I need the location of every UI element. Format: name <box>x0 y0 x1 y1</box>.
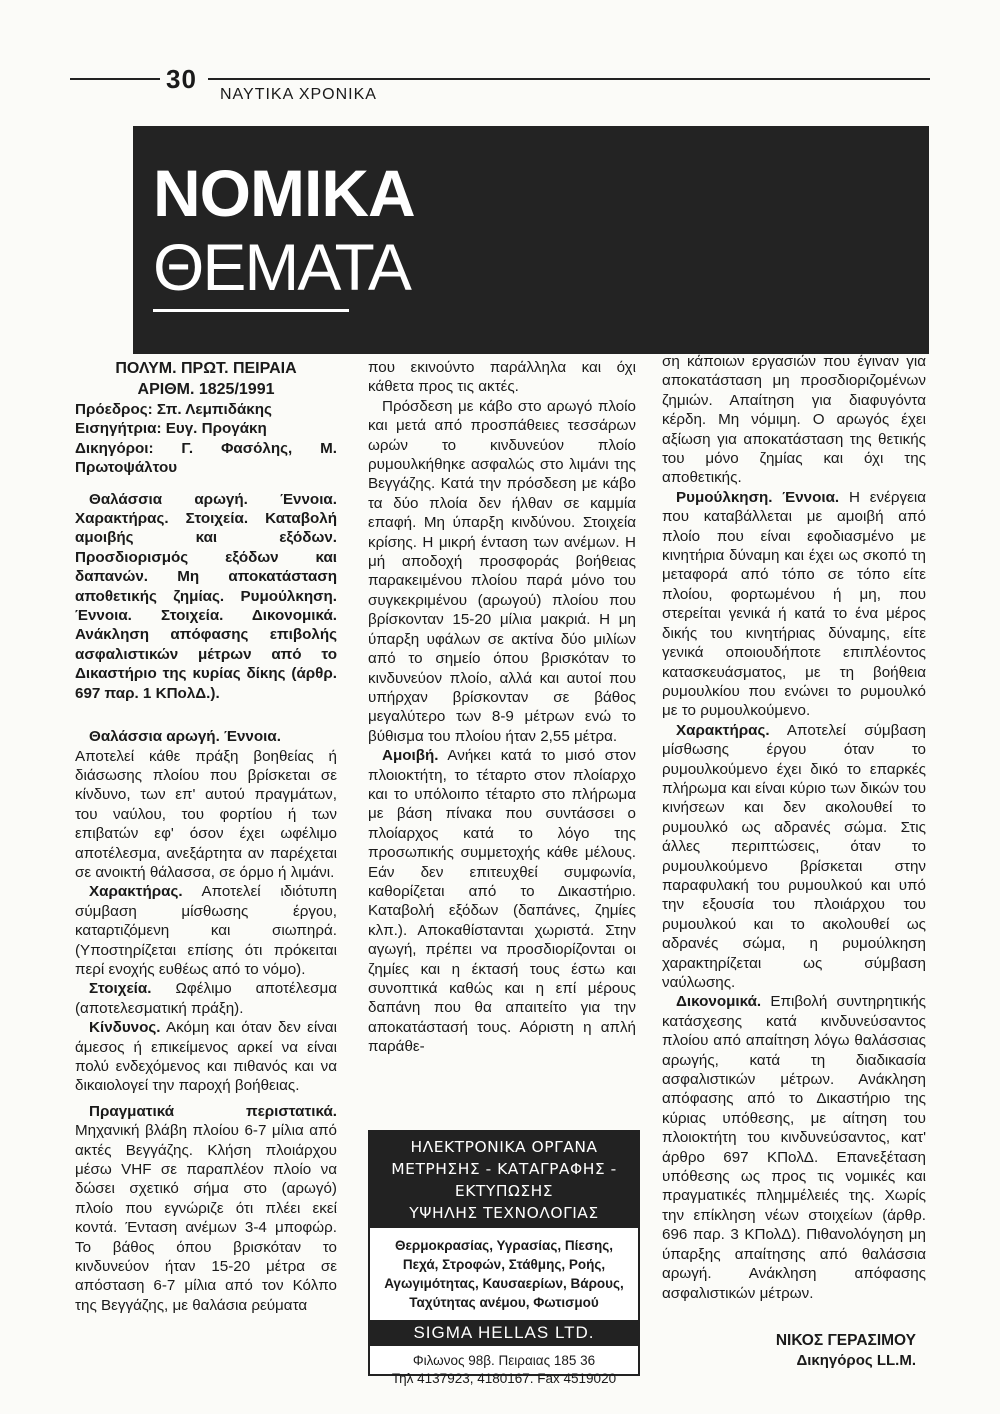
case-lawyers: Δικηγόροι: Γ. Φασόλης, Μ. Πρωτοψάλτου <box>75 439 337 477</box>
column-1 <box>75 358 337 1315</box>
ad-heading <box>370 1132 638 1228</box>
keyword: Στοιχεία. <box>89 980 152 998</box>
keyword: Θαλάσσια αρωγή. Έννοια. <box>89 728 281 746</box>
title-underline <box>153 309 349 312</box>
ad-heading-line3: ΥΨΗΛΗΣ ΤΕΧΝΟΛΟΓΙΑΣ <box>409 1204 599 1222</box>
keyword: Χαρακτήρας. <box>676 721 770 739</box>
keyword: Αμοιβή. <box>382 747 439 765</box>
paragraph-text: Αποτελεί σύμβαση μίσθωσης έργου όταν το ρυμουλκούμενο έχει δικό το επαρκές πλήρωμα και είναι κύριο των δικών του κινήσεων και δεν ακολουθεί το ρυμουλκό ως αδρανές σώμα. Στις άλλες περιπτώσεις, όταν το ρυμουλκούμενο βρίσκεται στην παραφυλακή του ρυμουλκού και υπό την εξουσία του πλοιάρχου του ρυμουλκού και το ακολουθεί ως αδρανές σώμα, η ρυμούλκηση χαρακτηρίζεται ως σύμβαση ναύλωσης. <box>662 721 926 991</box>
paragraph: ση κάποιων εργασιών που έγιναν για αποκατάσταση μη προσδιοριζομένων ζημιών. Απαίτηση για διαφυγόντα κέρδη. Μη νόμιμη. Ο αρωγός έχει αξίωση για αποκατάσταση της θετικής του μόνο ζημίας και όχι της αποθετικής. <box>662 353 926 487</box>
paragraph <box>75 979 337 1018</box>
paragraph-text: Μηχανική βλάβη πλοίου 6-7 μίλια από ακτές Βεγγάζης. Κλήση πλοιάρχου μέσω VHF σε παραπλέον πλοίο να δώσει σχετικό σήμα στο (αρωγό) πλοίο που εγνώριζε ότι πλέει εκεί κοντά. Ένταση ανέμων 3-4 μποφώρ. Το βάθος όπου βρισκόταν το κινδυνεύον ήταν 15-20 μέτρα σε απόσταση 6-7 μίλια από τον Κόλπο της Βεγγάζης, με θαλάσια ρεύματα <box>75 1122 337 1314</box>
paragraph-text: Επιβολή συντηρητικής κατάσχεσης κατά κινδυνεύσαντος πλοίου από απαίτηση λόγω θαλάσσιας αρωγής, κατά τη διαδικασία ασφαλιστικών μέτρων. Ανάκληση απόφασης από το Δικαστήριο της κύριας υπόθεσης, με αίτηση του πλοιοκτήτη του κινδυνεύσαντος, κατ' άρθρο 697 ΚΠολΔ. Επανεξέταση υπόθεσης ως προς τις νομικές και πραγματικές πλημμέλειές της. Χωρίς την επίκληση νέων στοιχείων (άρθρ. 696 παρ. 3 ΚΠολΔ). Πιθανολόγηση μη ύπαρξης απαίτησης από θαλάσσια αρωγή. Ανάκληση απόφασης ασφαλιστικών μέτρων. <box>662 993 926 1302</box>
section-banner <box>133 126 929 354</box>
paragraph <box>75 1018 337 1096</box>
case-president: Πρόεδρος: Σπ. Λεμπιδάκης <box>75 401 272 418</box>
ad-brand: SIGMA HELLAS LTD. <box>370 1320 638 1346</box>
ad-address: Φιλωνος 98β. Πειραιας 185 36 <box>412 1353 596 1368</box>
keyword: Κίνδυνος. <box>89 1019 161 1037</box>
paragraph: που εκινούντο παράλληλα και όχι κάθετα προς τις ακτές. <box>368 359 636 396</box>
paragraph-text: Η ενέργεια που καταβάλλεται με αμοιβή από πλοίο που είναι εφοδιασμένο με κινητήρια δύναμη και έχει ως σκοπό τη μεταφορά από τόπο σε τόπο είτε πλοίου, φορτωμένου ή μη, που στερείται γενικά ή κατά το ένα μέρος δικής του κινητήριας δύναμης, είτε γενικά οποιουδήποτε επιπλέοντος κατασκευάσματος, με τη βοήθεια ρυμουλκίου που ενώνει το ρυμουλκό με το ρυμουλκούμενο. <box>662 488 927 720</box>
column-3 <box>662 352 926 1303</box>
paragraph <box>662 721 926 993</box>
paragraph: Αποτελεί κάθε πράξη βοηθείας ή διάσωσης πλοίου που βρίσκεται σε κίνδυνο, των επ' αυτού πραγμάτων, του ναύλου, του φορτίου ή των επιβατών εφ' όσον έχει ωφέλιμο αποτέλεσμα, ανεξάρτητα αν παρέχεται σε ανοικτή θάλασσα, σε όρμο ή λιμάνι. <box>75 747 337 881</box>
header-rule-left <box>70 78 160 80</box>
advertisement <box>368 1130 640 1386</box>
paragraph <box>75 882 337 979</box>
case-number: ΑΡΙΘΜ. 1825/1991 <box>137 381 275 398</box>
case-court: ΠΟΛΥΜ. ΠΡΩΤ. ΠΕΙΡΑΙΑ <box>115 360 297 377</box>
case-rapporteur: Εισηγήτρια: Ευγ. Προγάκη <box>75 420 267 438</box>
ad-phone: Τηλ 4137923, 4180167. Fax 4519020 <box>391 1371 617 1386</box>
column-2 <box>368 358 636 1057</box>
keyword: Ρυμούλκηση. Έννοια. <box>676 488 840 506</box>
author-title: Δικηγόρος LL.M. <box>796 1352 916 1369</box>
paragraph: Πρόσδεση με κάβο στο αρωγό πλοίο και μετά από προσπάθειες τεσσάρων ωρών το κινδυνεύον πλοίο ρυμουλκήθηκε ασφαλώς στο λιμάνι της Βεγγάζης. Κατά την πρόσδεση με κάβο τα δύο πλοία δεν ήλθαν σε καμμία επαφή. Μη ύπαρξη κινδύνου. Στοιχεία κρίσης. Η μικρή ένταση των ανέμων. Η μή αποδοχή προσφοράς βοήθειας παρακειμένου πλοίου παρά μόνο του συγκεκριμένου (αρωγού) πλοίου που βρίσκονταν 15-20 μίλια μακριά. Η μη ύπαρξη υφάλων σε ακτίνα δύο μιλίων από το σημείο όπου βρισκόταν το κινδυνεύον πλοίο, αλλά και αυτοί που υπήρχαν βρίσκονταν σε βάθος μεγαλύτερο των 8-9 μέτρων ενώ το βύθισμα του πλοίου ήταν 2,55 μέτρα. <box>368 397 636 745</box>
paragraph <box>75 727 337 746</box>
keyword: Πραγματικά περιστατικά. <box>89 1102 337 1120</box>
paragraph-text: Ακόμη και όταν δεν είναι άμεσος ή επικείμενος αρκεί να είναι πολύ ενδεχόμενος και πιθανός και να δικαιολογεί την παροχή βοήθειας. <box>75 1019 337 1095</box>
ad-products: Θερμοκρασίας, Υγρασίας, Πίεσης, Πεχά, Στροφών, Στάθμης, Ροής, Αγωγιμότητας, Καυσαερίων, Βάρους, Ταχύτητας ανέμου, Φωτισμού <box>384 1238 624 1310</box>
page-number: 30 <box>166 64 197 94</box>
paragraph <box>368 746 636 1057</box>
paragraph-text: Ανήκει κατά το μισό στον πλοιοκτήτη, το τέταρτο στον πλοίαρχο και το υπόλοιπο τέταρτο στο πλήρωμα με βάση πίνακα που συντάσσει ο πλοίαρχος κατά το λόγο της προσωπικής συμμετοχής κάθε μέλους. Εάν δεν επιτευχθεί συμφωνία, καθορίζεται από το Δικαστήριο. Καταβολή εξόδων (δαπάνες, ζημίες κλπ.). Αποκαθίστανται χωριστά. Στην αγωγή, πρέπει να προσδιορίζονται οι ζημίες και η έκτασή τους έστω και συνοπτικά καθώς και η επί μέρους δαπάνη που θα απαιτείτο για την αποκατάστασή τους. Αόριστη η απλή παράθε- <box>368 747 636 1056</box>
magazine-title: ΝΑΥΤΙΚΑ ΧΡΟΝΙΚΑ <box>220 86 377 103</box>
ad-contact <box>370 1346 638 1388</box>
section-title-line2: ΘΕΜΑΤΑ <box>153 230 410 304</box>
paragraph <box>75 1102 337 1315</box>
ad-heading-line1: ΗΛΕΚΤΡΟΝΙΚΑ ΟΡΓΑΝΑ <box>410 1138 598 1156</box>
paragraph <box>662 992 926 1303</box>
paragraph-text: Ωφέλιμο αποτέλεσμα (αποτελεσματική πράξη). <box>75 980 337 1017</box>
ad-heading-line2: ΜΕΤΡΗΣΗΣ - ΚΑΤΑΓΡΑΦΗΣ - ΕΚΤΥΠΩΣΗΣ <box>391 1160 617 1200</box>
section-title-line1: ΝΟΜΙΚΑ <box>153 156 415 230</box>
case-summary: Θαλάσσια αρωγή. Έννοια. Χαρακτήρας. Στοιχεία. Καταβολή αμοιβής και εξόδων. Προσδιορισμός εξόδων και δαπανών. Μη αποκατάσταση αποθετικής ζημίας. Ρυμούλκηση. Έννοια. Στοιχεία. Δικονομικά. Ανάκληση απόφασης επιβολής ασφαλιστικών μέτρων από το Δικαστήριο της κυρίας δίκης (άρθρ. 697 παρ. 1 ΚΠολΔ.). <box>75 490 337 702</box>
keyword: Χαρακτήρας. <box>89 883 183 901</box>
paragraph-text: Αποτελεί ιδιότυπη σύμβαση μίσθωσης έργου, καταρτιζόμενη και σιωπηρά. (Υποστηρίζεται επίσης ότι πρόκειται περί ενοχής ευθέως από το νόμο). <box>75 883 337 978</box>
author-name: ΝΙΚΟΣ ΓΕΡΑΣΙΜΟΥ <box>775 1332 916 1349</box>
header-rule-right <box>208 78 930 80</box>
paragraph <box>662 488 926 721</box>
keyword: Δικονομικά. <box>676 993 762 1011</box>
